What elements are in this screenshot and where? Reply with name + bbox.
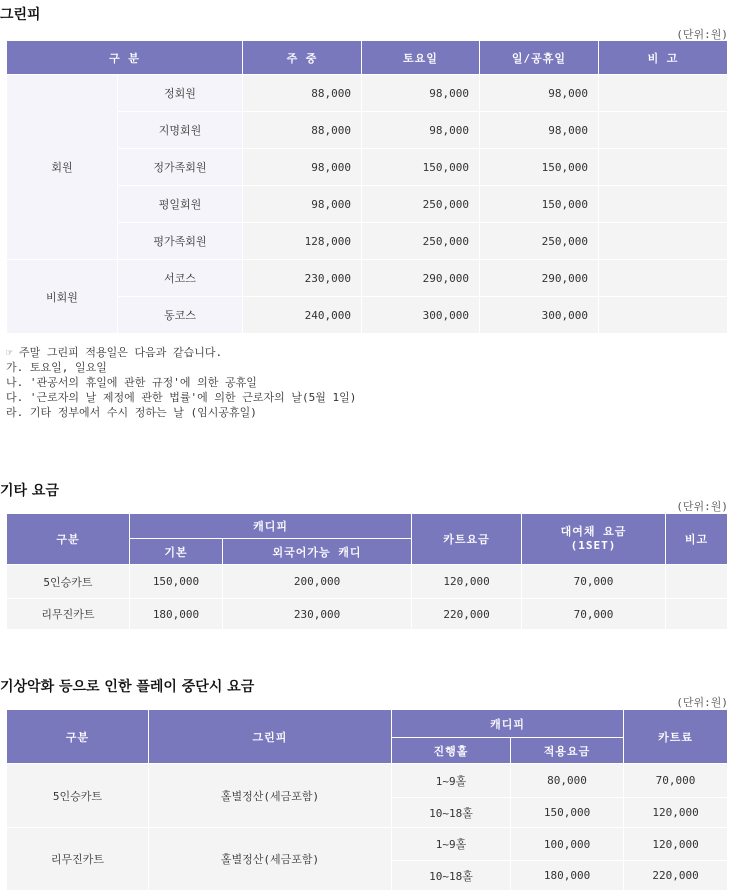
- table-row: [7, 75, 728, 112]
- caddie-basic-fee: 180,000: [130, 599, 223, 630]
- col-header-caddie-basic: 기본: [130, 539, 223, 565]
- weather-fees-header-row: [7, 710, 728, 738]
- col-header-note: 비고: [666, 514, 728, 565]
- greenfee-settlement: 홀별정산(세금포함): [149, 764, 392, 828]
- saturday-fee: 290,000: [362, 260, 480, 297]
- col-header-note: 비 고: [599, 41, 728, 75]
- weather-fees-unit-label: (단위:원): [676, 696, 728, 709]
- cart-fee: 220,000: [624, 861, 728, 891]
- weekday-fee: 240,000: [243, 297, 362, 334]
- cart-type: 리무진카트: [7, 599, 130, 630]
- greenfee-title: 그린피: [0, 7, 41, 23]
- col-header-applied-fee: 적용요금: [511, 738, 624, 764]
- note-cell: [599, 186, 728, 223]
- col-header-cart: 카트요금: [412, 514, 522, 565]
- cart-fee: 120,000: [624, 798, 728, 828]
- member-type: 지명회원: [118, 112, 243, 149]
- weekday-fee: 98,000: [243, 149, 362, 186]
- col-header-greenfee: 그린피: [149, 710, 392, 764]
- member-type: 정회원: [118, 75, 243, 112]
- holiday-fee: 150,000: [480, 149, 599, 186]
- note-cell: [666, 599, 728, 630]
- holes-played: 10~18홀: [392, 798, 511, 828]
- greenfee-header-row: [7, 41, 728, 75]
- rental-fee: 70,000: [522, 599, 666, 630]
- applied-fee: 150,000: [511, 798, 624, 828]
- col-header-type: 구분: [7, 710, 149, 764]
- cart-fee: 220,000: [412, 599, 522, 630]
- note-cell: [666, 565, 728, 599]
- weekday-fee: 128,000: [243, 223, 362, 260]
- note-line: 가. 토요일, 일요일: [6, 361, 107, 374]
- saturday-fee: 250,000: [362, 186, 480, 223]
- holiday-fee: 98,000: [480, 75, 599, 112]
- table-row: [7, 565, 728, 599]
- weekday-fee: 98,000: [243, 186, 362, 223]
- holiday-fee: 98,000: [480, 112, 599, 149]
- rental-fee: 70,000: [522, 565, 666, 599]
- applied-fee: 180,000: [511, 861, 624, 891]
- pointing-hand-icon: ☞: [6, 346, 13, 359]
- table-row: [7, 828, 728, 861]
- cart-type: 5인승카트: [7, 764, 149, 828]
- applied-fee: 100,000: [511, 828, 624, 861]
- caddie-foreign-fee: 200,000: [223, 565, 412, 599]
- col-header-type: 구분: [7, 514, 130, 565]
- col-header-caddie: 캐디피: [392, 710, 624, 738]
- note-line: ☞ 주말 그린피 적용일은 다음과 같습니다.: [6, 346, 223, 359]
- holiday-fee: 290,000: [480, 260, 599, 297]
- note-cell: [599, 260, 728, 297]
- note-cell: [599, 149, 728, 186]
- saturday-fee: 150,000: [362, 149, 480, 186]
- holes-played: 1~9홀: [392, 764, 511, 798]
- member-type: 서코스: [118, 260, 243, 297]
- holiday-fee: 150,000: [480, 186, 599, 223]
- other-fees-title: 기타 요금: [0, 483, 59, 499]
- member-group-label: 회원: [7, 75, 118, 260]
- cart-fee: 120,000: [412, 565, 522, 599]
- nonmember-group-label: 비회원: [7, 260, 118, 334]
- other-fees-unit-label: (단위:원): [676, 500, 728, 513]
- note-line: 나. '관공서의 휴일에 관한 규정'에 의한 공휴일: [6, 376, 257, 389]
- note-line: 라. 기타 정부에서 수시 정하는 날 (임시공휴일): [6, 406, 257, 419]
- col-header-saturday: 토요일: [362, 41, 480, 75]
- weather-fees-title: 기상악화 등으로 인한 플레이 중단시 요금: [0, 679, 255, 695]
- saturday-fee: 300,000: [362, 297, 480, 334]
- note-cell: [599, 297, 728, 334]
- member-type: 동코스: [118, 297, 243, 334]
- note-cell: [599, 112, 728, 149]
- other-fees-table: [6, 513, 728, 630]
- col-header-holes: 진행홀: [392, 738, 511, 764]
- cart-fee: 70,000: [624, 764, 728, 798]
- holiday-fee: 250,000: [480, 223, 599, 260]
- col-header-sunday-holiday: 일/공휴일: [480, 41, 599, 75]
- saturday-fee: 250,000: [362, 223, 480, 260]
- saturday-fee: 98,000: [362, 112, 480, 149]
- col-header-type: 구 분: [7, 41, 243, 75]
- note-line: 다. '근로자의 날 제정에 관한 법률'에 의한 근로자의 날(5월 1일): [6, 391, 357, 404]
- saturday-fee: 98,000: [362, 75, 480, 112]
- member-type: 평가족회원: [118, 223, 243, 260]
- table-row: [7, 260, 728, 297]
- holiday-fee: 300,000: [480, 297, 599, 334]
- col-header-caddie-foreign: 외국어가능 캐디: [223, 539, 412, 565]
- note-cell: [599, 75, 728, 112]
- col-header-caddie: 캐디피: [130, 514, 412, 539]
- greenfee-table: [6, 40, 728, 334]
- holes-played: 1~9홀: [392, 828, 511, 861]
- col-header-weekday: 주 중: [243, 41, 362, 75]
- member-type: 정가족회원: [118, 149, 243, 186]
- greenfee-unit-label: (단위:원): [676, 28, 728, 41]
- table-row: [7, 764, 728, 798]
- cart-type: 리무진카트: [7, 828, 149, 891]
- holes-played: 10~18홀: [392, 861, 511, 891]
- caddie-foreign-fee: 230,000: [223, 599, 412, 630]
- col-header-cart: 카트료: [624, 710, 728, 764]
- col-header-rental-clubs: 대여채 요금 (1SET): [522, 514, 666, 565]
- weather-fees-table: [6, 709, 728, 891]
- other-fees-header-row: [7, 514, 728, 539]
- table-row: [7, 599, 728, 630]
- caddie-basic-fee: 150,000: [130, 565, 223, 599]
- greenfee-settlement: 홀별정산(세금포함): [149, 828, 392, 891]
- member-type: 평일회원: [118, 186, 243, 223]
- weekday-fee: 88,000: [243, 112, 362, 149]
- weekday-fee: 230,000: [243, 260, 362, 297]
- note-cell: [599, 223, 728, 260]
- cart-fee: 120,000: [624, 828, 728, 861]
- weekday-fee: 88,000: [243, 75, 362, 112]
- weekend-notes: [6, 345, 356, 420]
- cart-type: 5인승카트: [7, 565, 130, 599]
- applied-fee: 80,000: [511, 764, 624, 798]
